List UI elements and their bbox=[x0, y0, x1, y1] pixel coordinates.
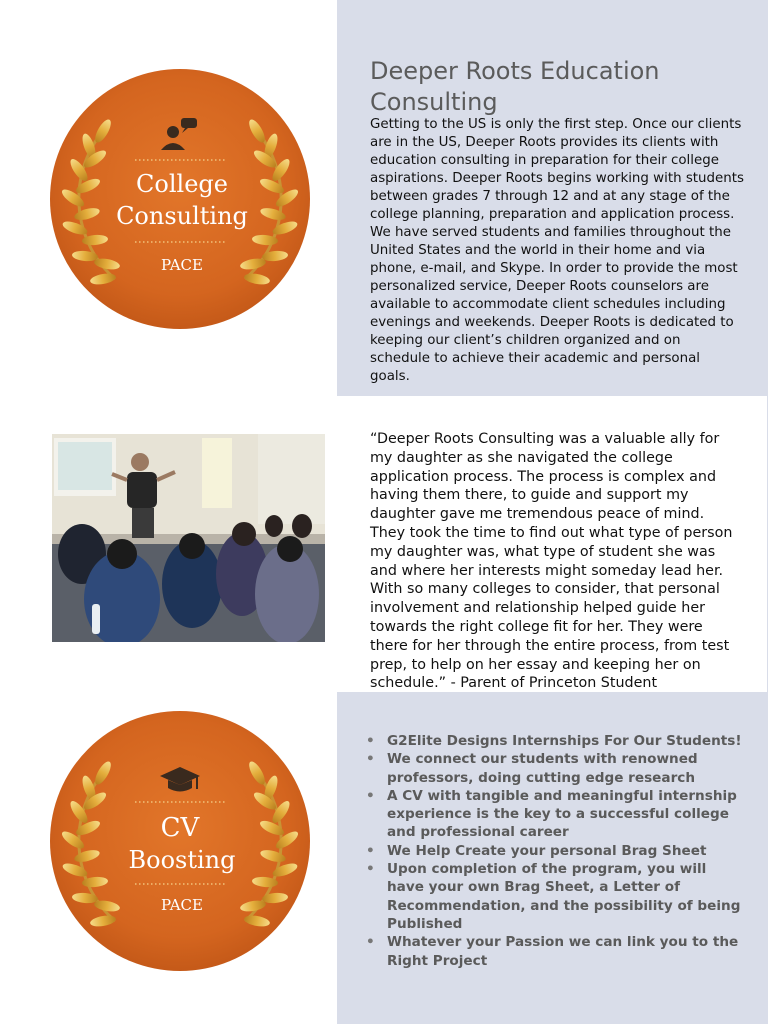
badge-line1: College bbox=[136, 170, 228, 198]
badge-line1: CV bbox=[160, 813, 200, 843]
list-item: • Upon completion of the program, you will have your own Brag Sheet, a Letter of Recommendation, and the possibility of being Published bbox=[366, 860, 746, 933]
intro-paragraph: Getting to the US is only the first step. Once our clients are in the US, Deeper Roots provides its clients with education consulting in preparation for their college aspirations. Deeper Roots begins working with students between grades 7 through 12 and at any stage of the college planning, preparation and application process. We have served students and families throughout the United States and the world in their home and via phone, e-mail, and Skype. In order to provide the most personalized service, Deeper Roots counselors are available to accommodate client schedules including evenings and weekends. Deeper Roots is dedicated to keeping our client’s children organized and on schedule to achieve their academic and personal goals. bbox=[370, 117, 744, 384]
list-item: • A CV with tangible and meaningful internship experience is the key to a successful college and professional career bbox=[366, 787, 746, 842]
cv-boosting-badge bbox=[45, 706, 315, 976]
list-item: • We connect our students with renowned professors, doing cutting edge research bbox=[366, 750, 746, 787]
classroom-photo bbox=[52, 434, 325, 642]
page-title: Deeper Roots Education Consulting bbox=[370, 57, 660, 116]
benefits-list bbox=[366, 732, 746, 970]
list-item: • We Help Create your personal Brag Sheet bbox=[366, 842, 746, 860]
badge-line2: Boosting bbox=[128, 846, 236, 874]
badge-line3: PACE bbox=[161, 896, 203, 914]
testimonial-quote: “Deeper Roots Consulting was a valuable ally for my daughter as she navigated the college application process. The process is complex and having them there, to guide and support my daughter gave me tremendous peace of mind. They took the time to find out what type of person my daughter was, what type of student she was and where her interests might someday lead her. With so many colleges to consider, that personal involvement and relationship helped guide her towards the right college fit for her. They were there for her through the entire process, from test prep, to help on her essay and keeping her on schedule.” - Parent of Princeton Student bbox=[370, 431, 733, 692]
college-consulting-badge bbox=[45, 64, 315, 334]
list-item: • G2Elite Designs Internships For Our Students! bbox=[366, 732, 746, 750]
badge-line2: Consulting bbox=[116, 202, 248, 230]
list-item: • Whatever your Passion we can link you to the Right Project bbox=[366, 933, 746, 970]
badge-line3: PACE bbox=[161, 256, 203, 274]
